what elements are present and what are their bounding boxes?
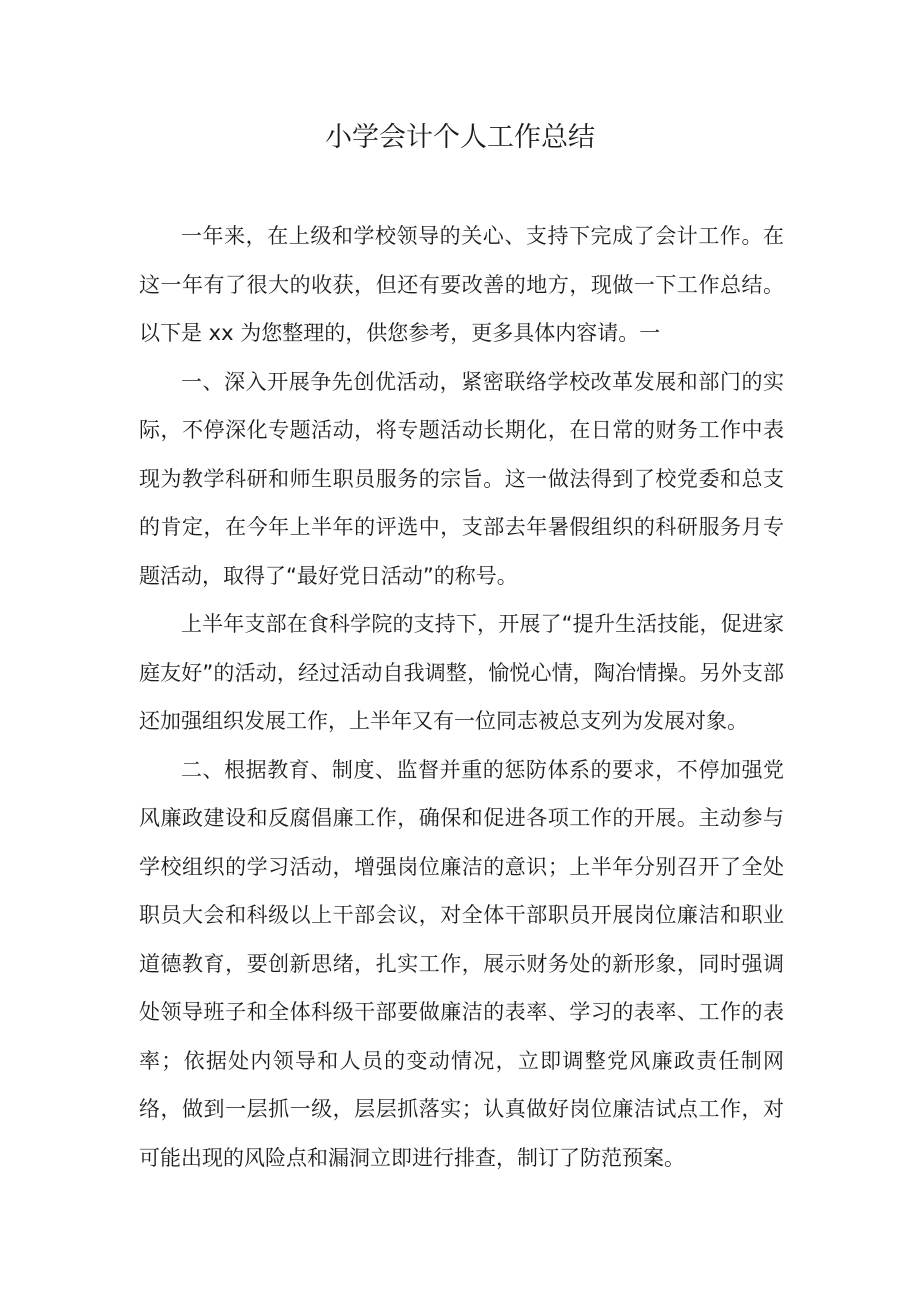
paragraph-intro: 一年来，在上级和学校领导的关心、支持下完成了会计工作。在这一年有了很大的收获，但还有要改善的地方，现做一下工作总结。以下是 xx 为您整理的，供您参考，更多具体内容请。一 [139,224,784,345]
paragraph-section-two: 二、根据教育、制度、监督并重的惩防体系的要求，不停加强党风廉政建设和反腐倡廉工作，确保和促进各项工作的开展。主动参与学校组织的学习活动，增强岗位廉洁的意识；上半年分别召开了全处职员大会和科级以上干部会议，对全体干部职员开展岗位廉洁和职业道德教育，要创新思绪，扎实工作，展示财务处的新形象，同时强调处领导班子和全体科级干部要做廉洁的表率、学习的表率、工作的表率；依据处内领导和人员的变动情况，立即调整党风廉政责任制网络，做到一层抓一级，层层抓落实；认真做好岗位廉洁试点工作，对可能出现的风险点和漏洞立即进行排查，制订了防范预案。 [139,757,784,1170]
document-body [139,212,784,1182]
paragraph-activity: 上半年支部在食科学院的支持下，开展了“提升生活技能，促进家庭友好”的活动，经过活动自我调整，愉悦心情，陶冶情操。另外支部还加强组织发展工作，上半年又有一位同志被总支列为发展对象。 [139,612,784,733]
paragraph-section-one: 一、深入开展争先创优活动，紧密联络学校改革发展和部门的实际，不停深化专题活动，将专题活动长期化，在日常的财务工作中表现为教学科研和师生职员服务的宗旨。这一做法得到了校党委和总支的肯定，在今年上半年的评选中，支部去年暑假组织的科研服务月专题活动，取得了“最好党日活动”的称号。 [139,369,784,588]
document-title: 小学会计个人工作总结 [325,122,595,153]
